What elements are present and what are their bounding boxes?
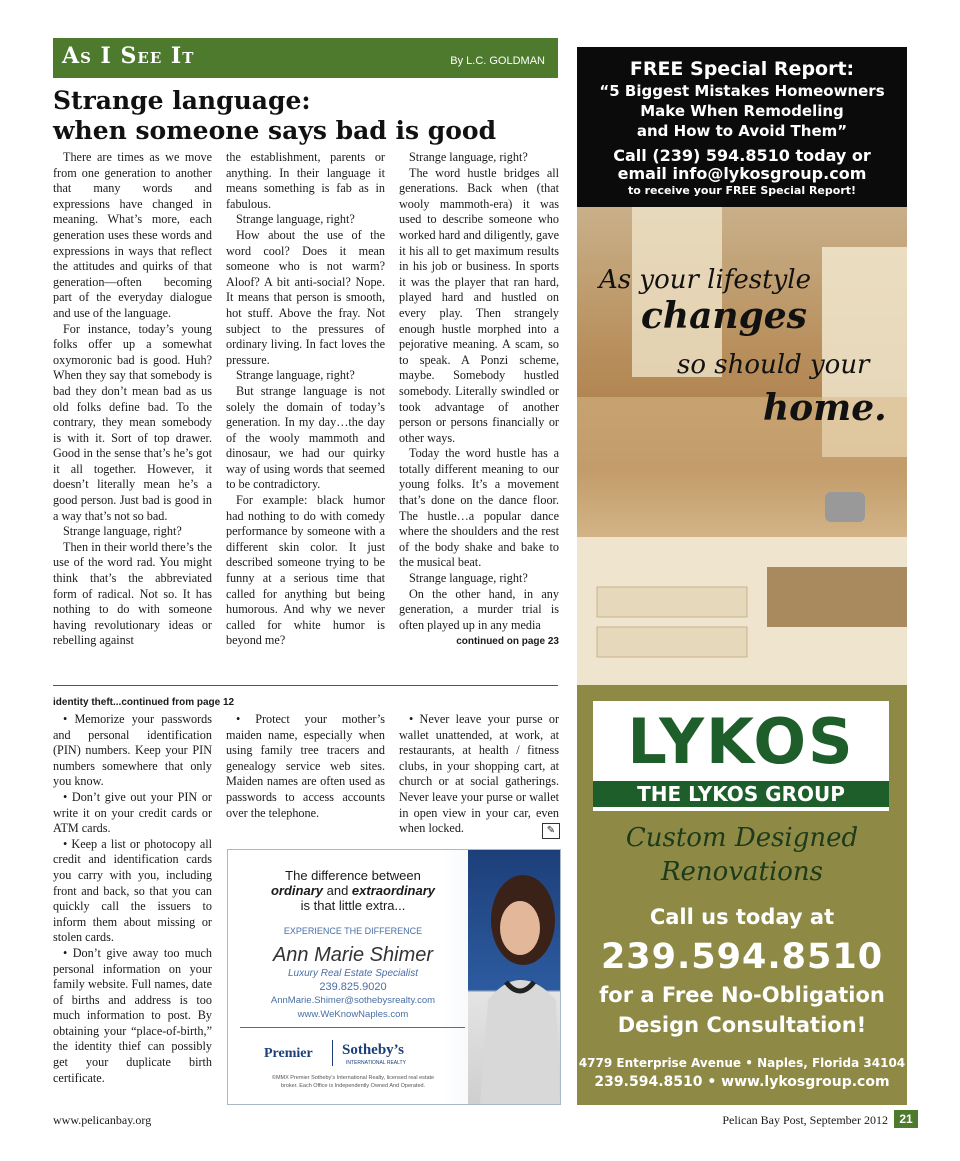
identity-column-1 <box>53 712 212 1086</box>
agent-phone: 239.825.9020 <box>319 981 387 993</box>
identity-column-3 <box>399 712 559 837</box>
offer-line-1: for a Free No-Obligation <box>599 983 885 1007</box>
brand-sothebys: Sotheby’s <box>342 1042 404 1058</box>
brand-premier: Premier <box>264 1046 313 1061</box>
headline-line-1: Strange language: <box>53 86 311 115</box>
brand-sub: INTERNATIONAL REALTY <box>346 1060 406 1066</box>
footer-publication: Pelican Bay Post, September 2012 <box>722 1113 888 1127</box>
article-column-1 <box>53 150 212 649</box>
paragraph: Strange language, right? <box>236 368 355 383</box>
paragraph: How about the use of the word cool? Does it mean someone who is not warm? Aloof? A bit anti-social? Nope. It means that person is smooth, hot stuff. Above the fray. Not subject to the pressures of ordinary living. In fact loves the pressure. <box>226 227 385 367</box>
paragraph: Strange language, right? <box>409 571 528 586</box>
report-heading: FREE Special Report: <box>629 58 855 80</box>
phone-big[interactable]: 239.594.8510 <box>600 937 884 977</box>
offer-line-2: Design Consultation! <box>617 1013 867 1037</box>
logo-wordmark: LYKOS <box>627 705 855 778</box>
paragraph: Strange language, right? <box>409 150 528 164</box>
call-text: Call us today at <box>649 905 835 929</box>
agent-website[interactable]: www.WeKnowNaples.com <box>297 1009 409 1020</box>
and-word: and <box>323 883 352 898</box>
special-report-block[interactable] <box>577 47 907 207</box>
agent-photo <box>468 850 560 1104</box>
lykos-logo <box>593 701 889 811</box>
contact-line[interactable]: 239.594.8510 • www.lykosgroup.com <box>594 1074 890 1090</box>
slogan-line-1: As your lifestyle <box>599 265 811 295</box>
paragraph: But strange language is not solely the domain of today’s generation. In my day…the day of the wooly mammoth and dinosaur, we had our quirky way of using words that seemed to be contradictory. <box>226 383 385 492</box>
paragraph: For instance, today’s young folks offer up a somewhat oxymoronic bad is good. Huh? When they say that somebody is bad they don’t mean bad as us old folks define bad. To the contrary, they mean somebody is with it. Sort of top drawer. Good in the sense that’s he’s got it all together. However, it doesn’t literally mean he’s a good person. Just bad is good in a way that’s not so bad. <box>53 321 212 523</box>
fineprint-2: broker. Each Office is Independently Owned And Operated. <box>280 1083 426 1089</box>
paragraph: The word hustle bridges all generations. Back when (that wooly mammoth-era) it was used to describe someone who worked hard and diligently, gave it his all to get maximum results in his job or business. In sports it was the player that ran hard, played hard and hustled on every play. Then strangely enough hustle morphed into a pejorative meaning. A scam, so to speak. A Ponzi scheme, maybe. Somebody hustled somebody. Literally swindled or took advantage of another person or persons financially or other ways. <box>399 165 559 445</box>
bullet: • Never leave your purse or wallet unattended, at work, at restaurants, at health / fitness clubs, in your shopping cart, at church or at social gatherings. Never leave your purse or wallet in open view in your car, even when locked. <box>399 712 559 836</box>
article-column-3 <box>399 150 559 650</box>
ordinary-word: ordinary <box>270 883 323 898</box>
realtor-ad[interactable] <box>227 849 561 1105</box>
paragraph: Strange language, right? <box>63 524 182 539</box>
article-column-2 <box>226 150 385 649</box>
paragraph: There are times as we move from one generation to another that many words and expressions have changed in meaning. What’s more, each generation uses these words and expressions in ways that reflect the attitudes and quirks of that generation—often becoming part of the everyday dialogue and use of the language. <box>53 150 212 320</box>
report-call: Call (239) 594.8510 today or <box>613 146 871 165</box>
end-mark-icon: ✎ <box>542 823 560 839</box>
report-line-7: to receive your FREE Special Report! <box>627 184 857 197</box>
bullet: • Protect your mother’s maiden name, especially when using family tree tracers and genealogy service web sites. Maiden names are often used as passwords to access accounts over the telephone. <box>226 712 385 820</box>
report-email[interactable]: email info@lykosgroup.com <box>617 164 867 183</box>
paragraph: Strange language, right? <box>236 212 355 227</box>
bullet: • Don’t give away too much personal information on your family website. Full names, date of births and address is too much information to post. By obtaining your “place-of-birth,” the identity thief can possibly get your duplicate birth certificate. <box>53 945 212 1085</box>
agent-name: Ann Marie Shimer <box>272 944 434 966</box>
report-line-4: and How to Avoid Them” <box>636 122 848 140</box>
slogan-line-3: so should your <box>677 350 870 380</box>
logo-subtitle: THE LYKOS GROUP <box>593 781 889 807</box>
headline <box>53 86 558 146</box>
section-divider <box>53 685 558 686</box>
slogan-renovations: Renovations <box>660 857 824 887</box>
ad-line-1: The difference between <box>285 868 421 883</box>
agent-email[interactable]: AnnMarie.Shimer@sothebysrealty.com <box>270 995 436 1006</box>
lykos-info-block[interactable] <box>577 685 907 1105</box>
report-line-3: Make When Remodeling <box>640 102 844 120</box>
address: 4779 Enterprise Avenue • Naples, Florida 34104 <box>578 1056 906 1070</box>
identity-column-2 <box>226 712 385 821</box>
column-title: As I See It <box>62 43 195 69</box>
ad-tagline: EXPERIENCE THE DIFFERENCE <box>283 926 423 936</box>
paragraph: Then in their world there’s the use of the word rad. You might think that’s the abbreviated form of radical. Not so. It has nothing to do with someone having revolutionary ideas or rebelling against <box>53 539 212 648</box>
byline: By L.C. GOLDMAN <box>450 55 545 67</box>
slogan-line-4: home. <box>763 387 887 429</box>
footer-website[interactable]: www.pelicanbay.org <box>53 1113 152 1127</box>
ad-line-2 <box>228 883 478 898</box>
ad-rule <box>240 1027 465 1028</box>
identity-theft-header: identity theft...continued from page 12 <box>53 697 235 708</box>
bullet: • Memorize your passwords and personal identification (PIN) numbers. Keep your PIN numbers somewhere that only you know. <box>53 712 212 789</box>
page-number: 21 <box>894 1110 918 1128</box>
paragraph: For example: black humor had nothing to do with comedy performance by someone with a different skin color. It just described someone trying to be funny at a serious time that called for anything but being humorous. And why we never called for white humor is beyond me? <box>226 493 385 648</box>
ad-line-3: is that little extra... <box>300 898 406 913</box>
kitchen-photo <box>577 207 907 685</box>
bullet: • Keep a list or photocopy all credit and identification cards you carry with you, including front and back, so that you can quickly call the issuers to inform them about missing or stolen cards. <box>53 836 212 945</box>
paragraph: On the other hand, in any generation, a murder trial is often played up in any media <box>399 586 559 632</box>
extraordinary-word: extraordinary <box>351 883 436 898</box>
fineprint-1: ©MMX Premier Sotheby’s International Realty, licensed real estate <box>271 1075 435 1081</box>
brand-divider <box>332 1040 333 1066</box>
agent-title: Luxury Real Estate Specialist <box>287 968 419 979</box>
report-line-2: “5 Biggest Mistakes Homeowners <box>599 82 885 100</box>
paragraph: Today the word hustle has a totally different meaning to our young folks. It’s a movement that’s done on the dance floor. The hustle…a popular dance where the shoulders and the rest of the body shake and bake to the musical beat. <box>399 446 559 570</box>
paragraph: the establishment, parents or anything. In their language it means something is fab as in fabulous. <box>226 150 385 211</box>
bullet: • Don’t give out your PIN or write it on your credit cards or ATM cards. <box>53 789 212 836</box>
slogan-line-2: changes <box>641 295 807 337</box>
headline-line-2: when someone says bad is good <box>53 116 497 145</box>
continued-link[interactable]: continued on page 23 <box>456 636 559 648</box>
slogan-custom: Custom Designed <box>625 823 859 853</box>
